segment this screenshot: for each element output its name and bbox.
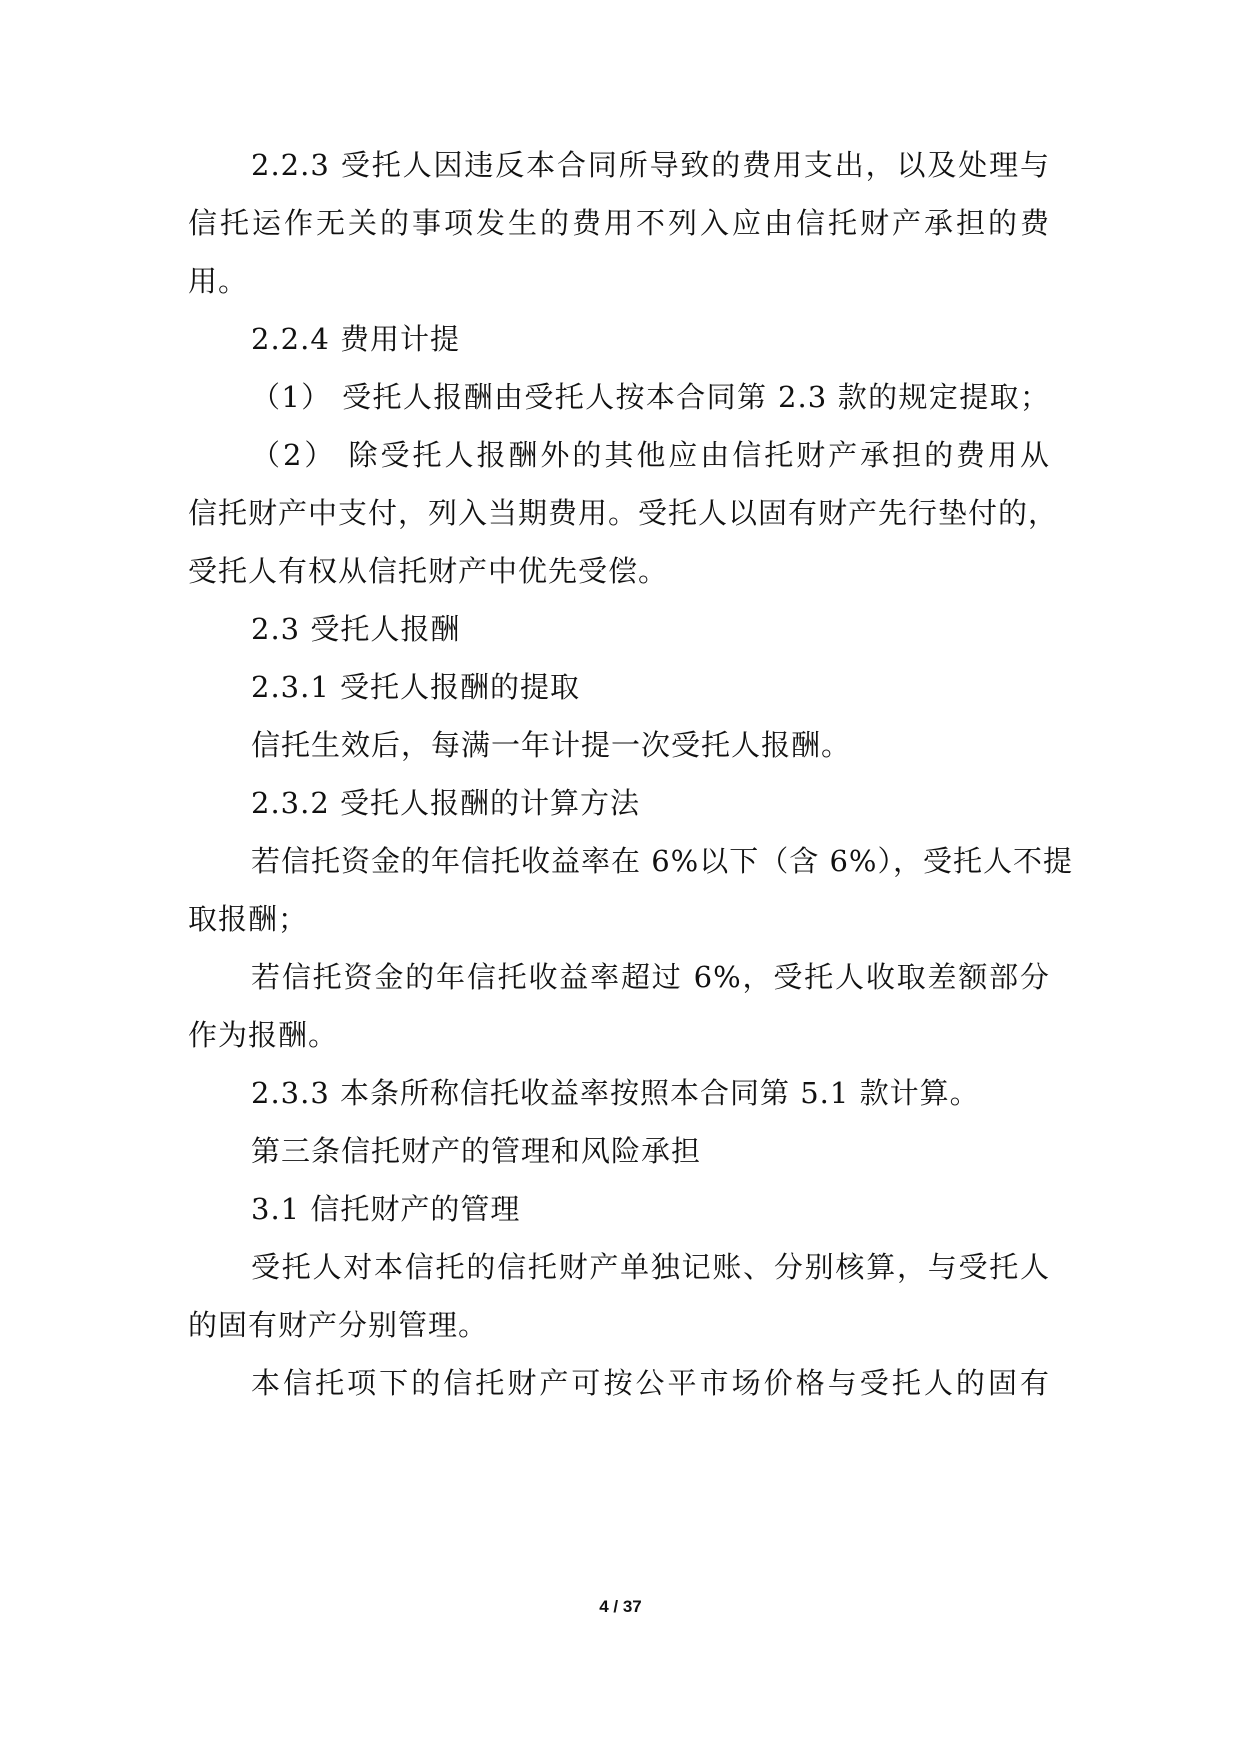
text-line: 本信托项下的信托财产可按公平市场价格与受托人的固有 bbox=[251, 1366, 1050, 1400]
text-line: 受托人对本信托的信托财产单独记账、分别核算，与受托人 bbox=[251, 1250, 1050, 1284]
text-line: 第三条信托财产的管理和风险承担 bbox=[251, 1134, 702, 1168]
text-line: 2.2.4 费用计提 bbox=[251, 322, 461, 356]
text-line: 信托运作无关的事项发生的费用不列入应由信托财产承担的费 bbox=[188, 206, 1050, 240]
text-line: 用。 bbox=[188, 264, 249, 298]
text-line: 2.3.3 本条所称信托收益率按照本合同第 5.1 款计算。 bbox=[251, 1076, 980, 1110]
text-line: 受托人有权从信托财产中优先受偿。 bbox=[188, 554, 669, 588]
text-line: 若信托资金的年信托收益率超过 6%，受托人收取差额部分 bbox=[251, 960, 1050, 994]
text-line: 2.2.3 受托人因违反本合同所导致的费用支出，以及处理与 bbox=[251, 148, 1050, 182]
text-line: 取报酬； bbox=[188, 902, 309, 936]
text-line: 若信托资金的年信托收益率在 6%以下（含 6%），受托人不提 bbox=[251, 844, 1073, 878]
text-line: 2.3.1 受托人报酬的提取 bbox=[251, 670, 581, 704]
text-line: 3.1 信托财产的管理 bbox=[251, 1192, 521, 1226]
page-number: 4 / 37 bbox=[599, 1597, 642, 1616]
text-line: 信托生效后，每满一年计提一次受托人报酬。 bbox=[251, 728, 852, 762]
text-line: 信托财产中支付，列入当期费用。受托人以固有财产先行垫付的， bbox=[188, 496, 1059, 530]
text-line: （1） 受托人报酬由受托人按本合同第 2.3 款的规定提取； bbox=[251, 380, 1050, 414]
text-line: 2.3.2 受托人报酬的计算方法 bbox=[251, 786, 641, 820]
text-line: 作为报酬。 bbox=[188, 1018, 339, 1052]
text-line: （2） 除受托人报酬外的其他应由信托财产承担的费用从 bbox=[251, 438, 1050, 472]
text-line: 2.3 受托人报酬 bbox=[251, 612, 461, 646]
text-line: 的固有财产分别管理。 bbox=[188, 1308, 489, 1342]
